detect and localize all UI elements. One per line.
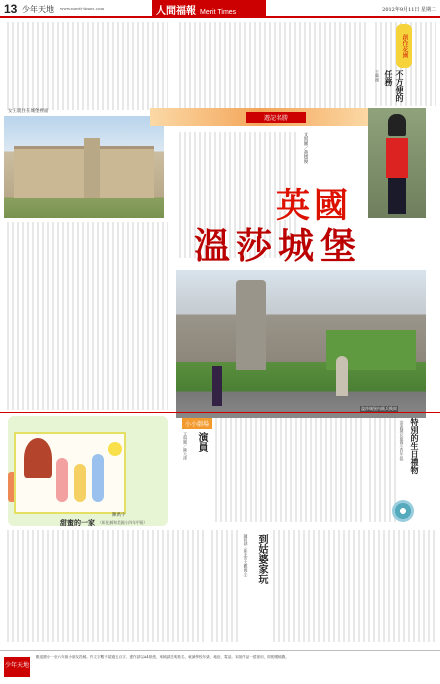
drawing-caption: 甜蜜的一家 [60, 518, 95, 527]
article-text-block [4, 22, 168, 110]
travel-label: 遊記名勝 [246, 112, 306, 123]
page-header [0, 0, 440, 18]
right-column-title: 不方便的任務 [384, 70, 405, 102]
brand-name: 人間福報 [156, 6, 196, 17]
red-tunic [386, 138, 408, 178]
newspaper-logo [152, 0, 266, 16]
drama-script [212, 418, 362, 522]
article-text-block [4, 222, 168, 410]
brand-english: Merit Times [200, 9, 237, 16]
travel-title-line2: 溫莎城堡 [194, 225, 363, 267]
page-footer [0, 650, 440, 684]
castle-caption: 女王就住在城堡裡面 [8, 109, 49, 114]
guard-photo [368, 108, 426, 218]
gift-text [366, 418, 396, 522]
footer-logo: 少年天地 [4, 657, 30, 677]
cd-gift-icon [392, 500, 414, 522]
grandma-text [270, 530, 436, 642]
article-text-block [208, 530, 240, 642]
drawing-artist: 陳禹宇 [112, 513, 126, 518]
drama-title: 演員 [196, 432, 207, 452]
drama-byline: 文與圖／陳大澤 [183, 432, 188, 460]
figure-two [74, 464, 86, 502]
page-number: 13 [4, 2, 18, 16]
creative-tag: 創作花園 [396, 24, 412, 68]
footer-notice: 歡迎國小一至六年級小朋友投稿。作文字數不超過五百字，畫作請以A4紙張，來稿請註明姓名、就讀學校年級、地址、電話。本版作品一經採用，即酌贈稿費。 [36, 655, 289, 659]
castle-photo [4, 116, 164, 218]
travel-byline: 文與圖／黃德俊 [303, 132, 308, 164]
section-divider [0, 412, 440, 413]
travel-title-line1: 英國 [276, 186, 352, 226]
dark-trousers [388, 178, 406, 214]
gift-byline: （嘉義縣民雄國小四年級） [400, 418, 405, 464]
castle-tower [84, 138, 100, 198]
gift-title: 特別的生日禮物 [410, 418, 420, 474]
visitor-figure [336, 356, 348, 396]
tree-crown [24, 438, 52, 478]
drawing-school: （彰化縣和美國小四年甲班） [98, 520, 148, 525]
sun [108, 442, 122, 456]
article-text-block [4, 530, 204, 642]
bearskin-hat [388, 114, 406, 136]
windsor-castle-photo [176, 270, 426, 418]
child-drawing [14, 432, 126, 514]
issue-date: 2012年9月11日 星期二 [382, 7, 436, 13]
guard-caption: 溫莎城堡內衛兵換崗 [361, 406, 397, 411]
grandma-byline: 陳莉涵（新北市大觀國小） [244, 534, 249, 580]
grandma-title: 到姑婆家玩 [256, 534, 267, 584]
round-tower [236, 280, 266, 370]
figure-one [56, 458, 68, 502]
right-column-byline: 王興國 [375, 70, 380, 82]
tourist-figure [212, 366, 222, 406]
site-url: www.merit-times.com [60, 6, 105, 11]
drama-tag: 小小劇場 [182, 418, 212, 429]
section-title: 少年天地 [22, 5, 54, 14]
article-text-block [176, 22, 366, 108]
figure-three [92, 454, 104, 502]
